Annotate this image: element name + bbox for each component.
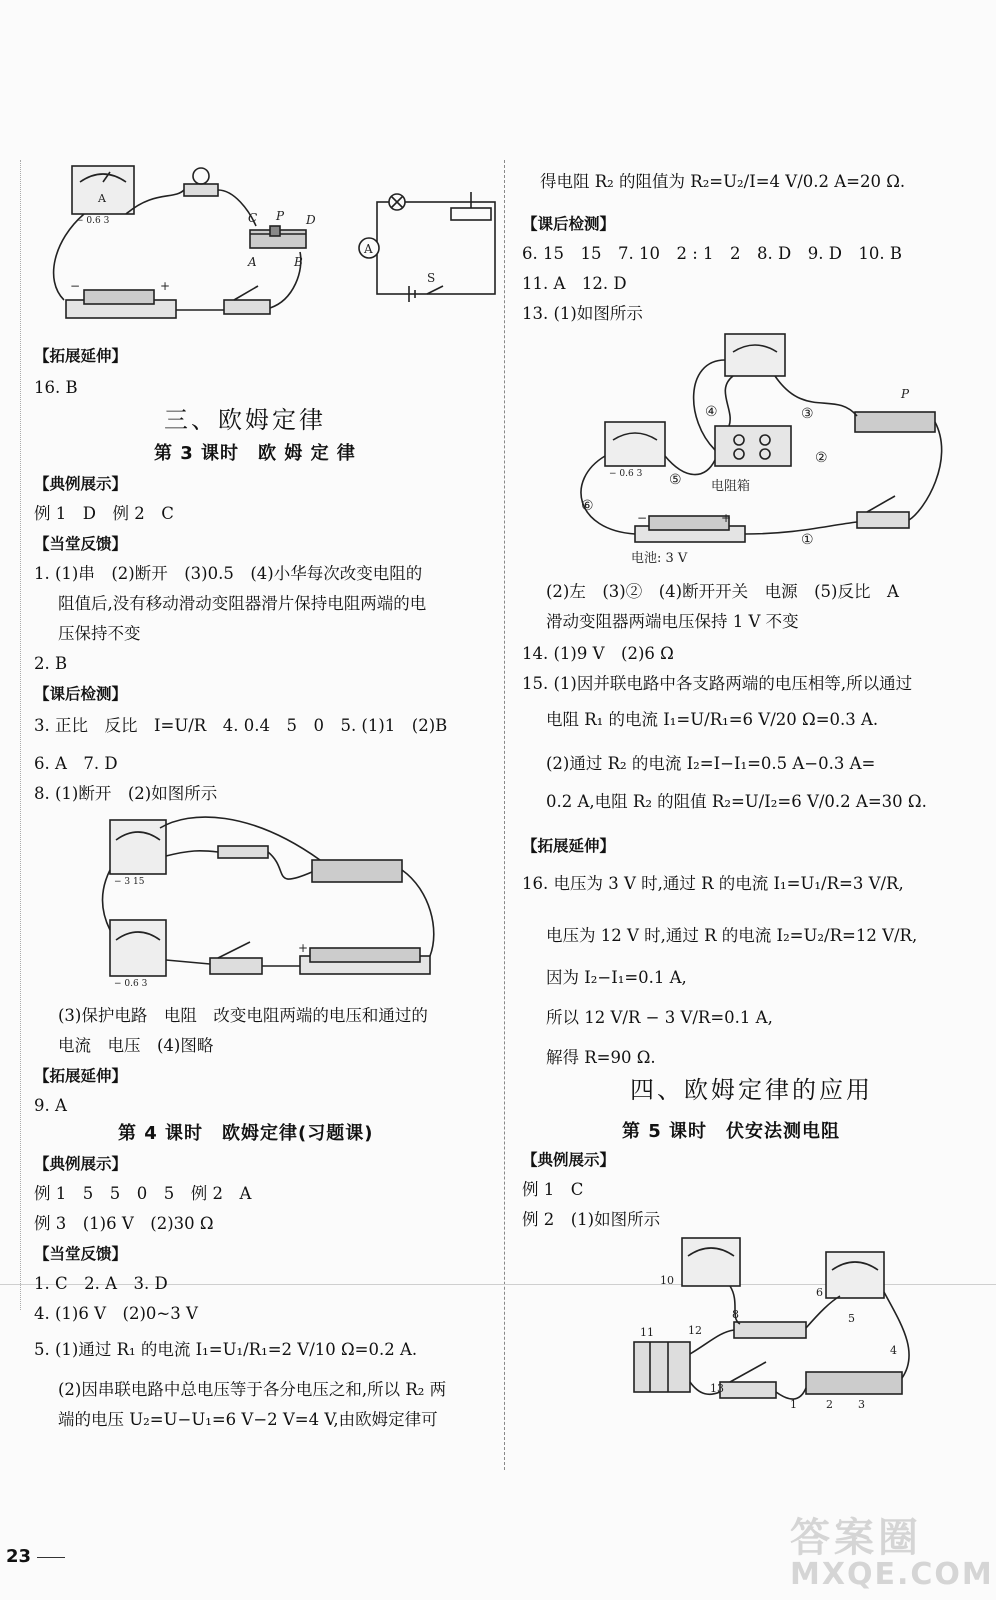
q8-ammeter-scale: − 0.6 3: [114, 979, 148, 989]
right-line-20: 【典例展示】: [522, 1151, 616, 1169]
wire-1-label: ①: [801, 532, 814, 548]
q8-voltmeter-scale: − 3 15: [114, 877, 145, 887]
fig1-d-label: D: [306, 213, 316, 227]
left-line-13: 6. A 7. D: [34, 754, 118, 773]
column-divider: [504, 160, 505, 1470]
left-line-26: 5. (1)通过 R₁ 的电流 I₁=U₁/R₁=2 V/10 Ω=0.2 A.: [34, 1340, 418, 1359]
wire-6-label: ⑥: [581, 498, 594, 514]
right-line-17: 解得 R=90 Ω.: [546, 1048, 656, 1067]
left-line-10: 2. B: [34, 654, 68, 673]
left-line-3: 第 3 课时 欧 姆 定 律: [154, 443, 356, 464]
q8-plus: +: [298, 941, 309, 955]
page-number: 23: [6, 1546, 65, 1567]
left-line-12: 3. 正比 反比 I=U/R 4. 0.4 5 0 5. (1)1 (2)B: [34, 716, 448, 735]
schematic-switch: S: [427, 271, 436, 285]
left-margin-line: [20, 160, 21, 1310]
wire-5-label: ⑤: [669, 472, 682, 488]
right-line-10: (2)通过 R₂ 的电流 I₂=I−I₁=0.5 A−0.3 A=: [546, 754, 876, 773]
right-line-7: 14. (1)9 V (2)6 Ω: [522, 644, 674, 663]
left-line-25: 4. (1)6 V (2)0~3 V: [34, 1304, 198, 1323]
right-line-11: 0.2 A,电阻 R₂ 的阻值 R₂=U/I₂=6 V/0.2 A=30 Ω.: [546, 792, 927, 811]
left-line-2: 三、欧姆定律: [164, 406, 326, 434]
left-line-28: 端的电压 U₂=U−U₁=6 V−2 V=4 V,由欧姆定律可: [58, 1410, 438, 1429]
left-line-27: (2)因串联电路中总电压等于各分电压之和,所以 R₂ 两: [58, 1380, 447, 1399]
resistance-box-label: 电阻箱: [711, 479, 751, 494]
watermark-line-2: MXQE.COM: [790, 1557, 994, 1592]
q13-p-label: P: [901, 387, 910, 401]
ex2-n5: 5: [848, 1312, 855, 1325]
fig1-minus: −: [70, 279, 81, 293]
right-line-0: 得电阻 R₂ 的阻值为 R₂=U₂/I=4 V/0.2 A=20 Ω.: [540, 172, 906, 191]
wire-3-label: ③: [801, 406, 814, 422]
wire-2-label: ②: [815, 450, 828, 466]
left-line-19: 第 4 课时 欧姆定律(习题课): [118, 1123, 374, 1144]
fig1-plus: +: [160, 279, 171, 293]
watermark: [790, 1506, 994, 1592]
right-line-19: 第 5 课时 伏安法测电阻: [622, 1121, 841, 1142]
ex2-n12: 12: [688, 1324, 702, 1337]
circuit-figure-q8: [100, 810, 450, 990]
watermark-line-1: 答案圈: [790, 1515, 922, 1561]
right-line-12: 【拓展延伸】: [522, 837, 616, 855]
q13-minus: −: [637, 511, 648, 525]
q13-plus: +: [721, 511, 732, 525]
q13-meter-scale: − 0.6 3: [609, 469, 643, 479]
right-line-1: 【课后检测】: [522, 215, 616, 233]
left-line-11: 【课后检测】: [34, 685, 128, 703]
left-line-23: 【当堂反馈】: [34, 1245, 128, 1263]
left-line-20: 【典例展示】: [34, 1155, 128, 1173]
ex2-n6: 6: [816, 1286, 823, 1299]
ex2-n4: 4: [890, 1344, 897, 1357]
right-line-8: 15. (1)因并联电路中各支路两端的电压相等,所以通过: [522, 674, 913, 693]
left-line-8: 阻值后,没有移动滑动变阻器滑片保持电阻两端的电: [58, 594, 427, 613]
right-line-9: 电阻 R₁ 的电流 I₁=U/R₁=6 V/20 Ω=0.3 A.: [546, 710, 879, 729]
fig1-a-label: A: [248, 255, 257, 269]
circuit-figure-q13: [565, 330, 955, 580]
left-line-18: 9. A: [34, 1096, 67, 1115]
fig1-p-label: P: [276, 209, 285, 223]
fig1-ammeter-label: A: [98, 192, 106, 205]
right-line-21: 例 1 C: [522, 1180, 584, 1199]
ex2-n13: 13: [710, 1382, 724, 1395]
right-line-16: 所以 12 V/R − 3 V/R=0.1 A,: [546, 1008, 773, 1027]
left-line-24: 1. C 2. A 3. D: [34, 1274, 168, 1293]
circuit-figure-1: [44, 160, 314, 330]
left-line-7: 1. (1)串 (2)断开 (3)0.5 (4)小华每次改变电阻的: [34, 564, 423, 583]
right-line-15: 因为 I₂−I₁=0.1 A,: [546, 968, 687, 987]
right-line-4: 13. (1)如图所示: [522, 304, 643, 323]
left-line-1: 16. B: [34, 378, 78, 397]
left-line-21: 例 1 5 5 0 5 例 2 A: [34, 1184, 252, 1203]
left-line-5: 例 1 D 例 2 C: [34, 504, 174, 523]
schematic-ammeter: A: [364, 242, 373, 256]
left-line-22: 例 3 (1)6 V (2)30 Ω: [34, 1214, 214, 1233]
right-line-14: 电压为 12 V 时,通过 R 的电流 I₂=U₂/R=12 V/R,: [546, 926, 918, 945]
left-line-15: (3)保护电路 电阻 改变电阻两端的电压和通过的: [58, 1006, 428, 1025]
left-line-9: 压保持不变: [58, 624, 141, 643]
left-line-17: 【拓展延伸】: [34, 1067, 128, 1085]
right-line-6: 滑动变阻器两端电压保持 1 V 不变: [546, 612, 799, 631]
right-line-18: 四、欧姆定律的应用: [630, 1076, 873, 1104]
fig1-meter-scale: − 0.6 3: [76, 216, 110, 226]
left-line-0: 【拓展延伸】: [34, 347, 128, 365]
right-line-2: 6. 15 15 7. 10 2 : 1 2 8. D 9. D 10. B: [522, 244, 903, 263]
ex2-n1: 1: [790, 1398, 797, 1411]
ex2-n10: 10: [660, 1274, 674, 1287]
ex2-n8: 8: [732, 1308, 739, 1321]
circuit-figure-example2: [630, 1232, 920, 1412]
left-line-16: 电流 电压 (4)图略: [58, 1036, 214, 1055]
battery-label: 电池: 3 V: [631, 551, 688, 566]
right-line-22: 例 2 (1)如图所示: [522, 1210, 661, 1229]
wire-4-label: ④: [705, 404, 718, 420]
right-line-5: (2)左 (3)② (4)断开开关 电源 (5)反比 A: [546, 582, 899, 601]
left-line-14: 8. (1)断开 (2)如图所示: [34, 784, 218, 803]
ex2-n11: 11: [640, 1326, 654, 1339]
ex2-n2: 2: [826, 1398, 833, 1411]
ex2-n3: 3: [858, 1398, 865, 1411]
left-line-6: 【当堂反馈】: [34, 535, 128, 553]
right-line-13: 16. 电压为 3 V 时,通过 R 的电流 I₁=U₁/R=3 V/R,: [522, 874, 904, 893]
right-line-3: 11. A 12. D: [522, 274, 627, 293]
left-line-4: 【典例展示】: [34, 475, 128, 493]
fig1-c-label: C: [248, 211, 258, 225]
fig1-b-label: B: [294, 255, 303, 269]
schematic-figure-1: [355, 190, 505, 305]
